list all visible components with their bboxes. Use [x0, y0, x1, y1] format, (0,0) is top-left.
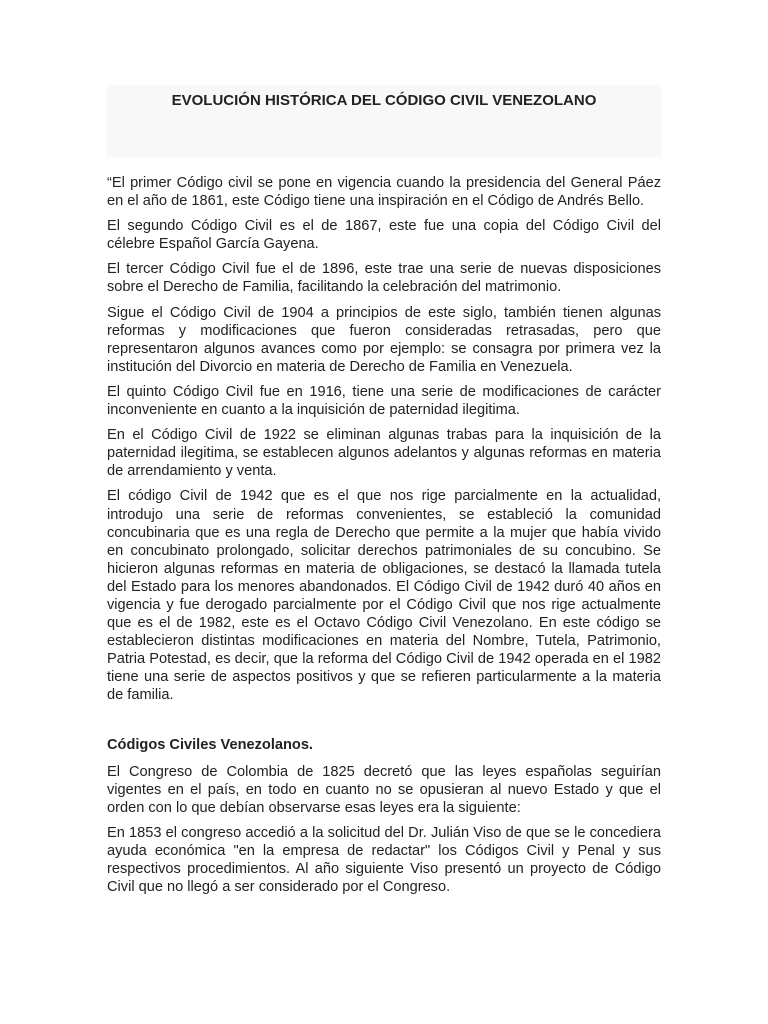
document-body — [107, 174, 661, 903]
paragraph-viso-1853: En 1853 el congreso accedió a la solicitud del Dr. Julián Viso de que se le concediera ayuda económica "en la empresa de redactar" los Códigos Civil y Penal y sus respectivos procedimientos. Al año siguiente Viso presentó un proyecto de Código Civil que no llegó a ser considerado por el Congreso. — [107, 824, 661, 896]
paragraph-1896: El tercer Código Civil fue el de 1896, este trae una serie de nuevas disposiciones sobre el Derecho de Familia, facilitando la celebración del matrimonio. — [107, 261, 661, 296]
section-heading: Códigos Civiles Venezolanos. — [107, 736, 313, 753]
paragraph-1942: El código Civil de 1942 que es el que nos rige parcialmente en la actualidad, introdujo una serie de reformas convenientes, se estableció la comunidad concubinaria que es una regla de Derecho que permite a la mujer que había vivido en concubinato prolongado, solicitar derechos patrimoniales de su concubino. Se hicieron algunas reformas en materia de obligaciones, se destacó la llamada tutela del Estado para los menores abandonados. El Código Civil de 1942 duró 40 años en vigencia y fue derogado parcialmente por el Código Civil que nos rige actualmente que es el de 1982, este es el Octavo Código Civil Venezolano. En este código se establecieron distintas modificaciones en materia del Nombre, Tutela, Patrimonio, Patria Potestad, es decir, que la reforma del Código Civil de 1942 operada en el 1982 tiene una serie de aspectos positivos y que se refieren particularmente a la materia de familia. — [107, 488, 661, 704]
paragraph-1904: Sigue el Código Civil de 1904 a principios de este siglo, también tienen algunas reformas y modificaciones que fueron consideradas retrasadas, pero que representaron algunos avances como por ejemplo: se consagra por primera vez la institución del Divorcio en materia de Derecho de Familia en Venezuela. — [107, 304, 661, 375]
paragraph-1922: En el Código Civil de 1922 se eliminan algunas trabas para la inquisición de la paternidad ilegitima, se establecen algunos adelantos y algunas reformas en materia de arrendamiento y venta. — [107, 427, 661, 480]
paragraph-congreso-1825: El Congreso de Colombia de 1825 decretó que las leyes españolas seguirían vigentes en el país, en todo en cuanto no se opusieran al nuevo Estado y que el orden con lo que debían observarse esas leyes era la siguiente: — [107, 763, 661, 816]
paragraph-1916: El quinto Código Civil fue en 1916, tiene una serie de modificaciones de carácter inconveniente en cuanto a la inquisición de paternidad ilegitima. — [107, 383, 661, 419]
document-title: EVOLUCIÓN HISTÓRICA DEL CÓDIGO CIVIL VENEZOLANO — [171, 92, 597, 109]
section-spacer — [107, 712, 661, 736]
paragraph-1867: El segundo Código Civil es el de 1867, este fue una copia del Código Civil del célebre Español García Gayena. — [107, 218, 661, 253]
paragraph-1861: “El primer Código civil se pone en vigencia cuando la presidencia del General Páez en el año de 1861, este Código tiene una inspiración en el Código de Andrés Bello. — [107, 175, 661, 210]
